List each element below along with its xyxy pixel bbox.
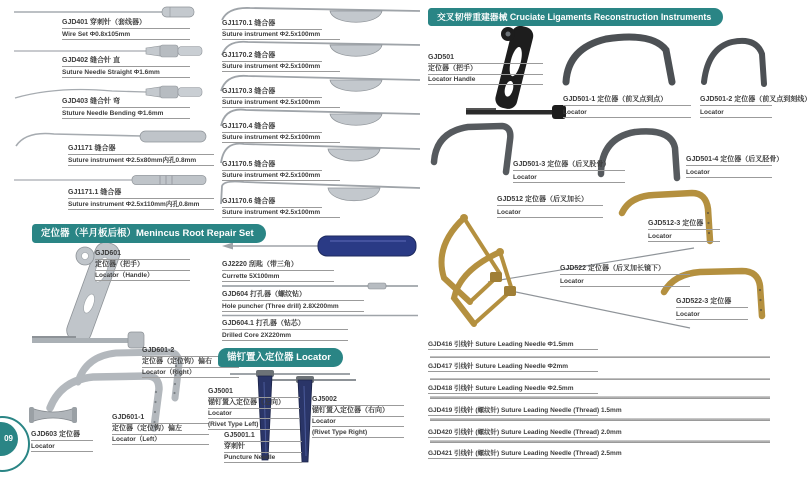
item-name-en: Locator（Left）	[112, 436, 209, 445]
item-name-en: Locator（Right）	[142, 369, 239, 378]
item-spec: Suture instrument Φ2.5x100mm	[222, 134, 340, 143]
item-code: GJ1170.2 缝合器	[222, 52, 322, 62]
item-code: GJ5001.1	[224, 432, 302, 442]
item-code: GJD604.1 打孔器（钻芯）	[222, 320, 348, 330]
needle-item-label: GJD417 引线针 Suture Leading Needle Φ2mm	[428, 363, 598, 372]
needle-item-label: GJD418 引线针 Suture Leading Needle Φ2.5mm	[428, 385, 598, 394]
item-name-en: Locator	[497, 209, 603, 218]
item-spec: Suture Needle Straight Φ1.6mm	[62, 69, 190, 78]
item-spec: Suture instrument Φ2.5x100mm	[222, 99, 340, 108]
hole-puncher-image	[220, 282, 422, 290]
item-spec: Suture instrument Φ2.5x100mm	[222, 209, 340, 218]
item-name-en: Locator	[700, 109, 772, 118]
item-name-en: Locator	[560, 278, 690, 287]
item-code: GJD522-3 定位器	[676, 298, 748, 308]
page-number-badge: 09	[0, 422, 18, 456]
item-name-en: Locator	[312, 418, 404, 427]
item-name-zh: 锚钉置入定位器（左向）	[208, 399, 300, 409]
item-spec: Drilled Core 2X220mm	[222, 332, 348, 341]
item-name-en: Locator	[208, 410, 300, 419]
item-name-zh: 定位器（定位钩）偏左	[112, 425, 209, 435]
item-code: GJ1170.6 缝合器	[222, 198, 322, 208]
cruciate-section-header: 交叉韧带重建器械 Cruciate Ligaments Reconstruction Instruments	[428, 8, 723, 26]
item-spec: Suture instrument Φ2.5x100mm	[222, 63, 340, 72]
item-name-en: Locator	[513, 174, 625, 183]
item-name-en: Locator	[31, 443, 93, 452]
item-name-zh: 穿刺针	[224, 443, 302, 453]
item-spec: Wire Set Φ0.8x105mm	[62, 31, 190, 40]
item-code: GJ1170.1 缝合器	[222, 20, 322, 30]
item-code: GJD501-3 定位器（后叉股骨）	[513, 161, 625, 171]
needle-item-label: GJD420 引线针 (螺纹针) Suture Leading Needle (Thread) 2.0mm	[428, 429, 598, 438]
needle-image	[430, 418, 770, 421]
item-name-en: Locator	[563, 109, 691, 118]
drilled-core-image	[220, 312, 422, 319]
item-code: GJD403 缝合针 弯	[62, 98, 190, 108]
item-spec: Currette 5X100mm	[222, 273, 334, 282]
item-type: (Rivet Type Left)	[208, 421, 300, 430]
meniscus-section-header: 定位器（半月板后根）Menincus Root Repair Set	[32, 224, 266, 243]
item-name-en: Locator	[686, 169, 772, 178]
item-code: GJ1171 缝合器	[68, 145, 214, 155]
needle-item-label: GJD416 引线针 Suture Leading Needle Φ1.5mm	[428, 341, 598, 350]
needle-image	[430, 440, 770, 443]
item-name-en: Locator	[648, 233, 720, 242]
item-name-zh: 定位器（把手）	[428, 65, 543, 75]
item-code: GJD603 定位器	[31, 431, 93, 441]
item-code: GJD601-2	[142, 347, 239, 357]
item-code: GJ1170.4 缝合器	[222, 123, 322, 133]
item-name-en: Puncture Needle	[224, 454, 302, 463]
locator-hook-image	[558, 28, 694, 92]
locator-hook-image	[698, 32, 774, 92]
posterior-locator-long-arthro-image	[440, 246, 695, 334]
item-spec: Stuture Needle Bending Φ1.6mm	[62, 110, 190, 119]
item-code: GJD601-1	[112, 414, 209, 424]
locator-hook-image	[428, 118, 520, 178]
item-code: GJ1171.1 缝合器	[68, 189, 214, 199]
item-spec: Suture instrument Φ2.5x110mm内孔0.8mm	[68, 201, 214, 210]
wire-set-image	[12, 3, 208, 19]
item-code: GJ5001	[208, 388, 300, 398]
item-code: GJD522 定位器（后叉加长镜下）	[560, 265, 690, 275]
item-type: (Rivet Type Right)	[312, 429, 404, 438]
item-code: GJD501-1 定位器（前叉点到点）	[563, 96, 691, 106]
item-spec: Suture instrument Φ2.5x100mm	[222, 31, 340, 40]
item-code: GJD512-3 定位器	[648, 220, 720, 230]
item-code: GJD402 缝合针 直	[62, 57, 190, 67]
item-code: GJ1170.3 缝合器	[222, 88, 322, 98]
item-name-en: Locator Handle	[428, 76, 543, 85]
item-code: GJD501-4 定位器（后叉胫骨）	[686, 156, 772, 166]
needle-image	[430, 396, 770, 399]
item-name-zh: 定位器（把手）	[95, 261, 190, 271]
item-spec: Suture instrument Φ2.5x80mm内孔0.8mm	[68, 157, 214, 166]
item-name-zh: 定位器（定位钩）偏右	[142, 358, 239, 368]
item-code: GJD501	[428, 54, 543, 64]
item-code: GJD401 穿刺针（套线器）	[62, 19, 190, 29]
item-spec: Hole puncher (Three drill) 2.8X200mm	[222, 303, 364, 312]
needle-item-label: GJD421 引线针 (螺纹针) Suture Leading Needle (Thread) 2.5mm	[428, 450, 598, 459]
item-code: GJD501-2 定位器（前叉点到刻线）	[700, 96, 772, 106]
item-code: GJ5002	[312, 396, 404, 406]
item-code: GJ2220 刮匙（带三角）	[222, 261, 334, 271]
item-spec: Suture instrument Φ2.5x100mm	[222, 172, 340, 181]
needle-image	[430, 356, 770, 358]
anchor-section-header: 锚钉置入定位器 Locator	[218, 348, 343, 367]
needle-image	[430, 378, 770, 380]
item-code: GJD601	[95, 250, 190, 260]
item-code: GJD604 打孔器（螺纹钻）	[222, 291, 364, 301]
needle-item-label: GJD419 引线针 (螺纹针) Suture Leading Needle (Thread) 1.5mm	[428, 407, 598, 416]
suture-instrument-long-image	[12, 172, 212, 187]
item-name-en: Locator（Handle）	[95, 272, 190, 281]
item-code: GJ1170.5 缝合器	[222, 161, 322, 171]
locator-sleeve-image	[28, 405, 78, 425]
item-code: GJD512 定位器（后叉加长）	[497, 196, 603, 206]
item-name-zh: 锚钉置入定位器（右向）	[312, 407, 404, 417]
item-name-en: Locator	[676, 311, 748, 320]
